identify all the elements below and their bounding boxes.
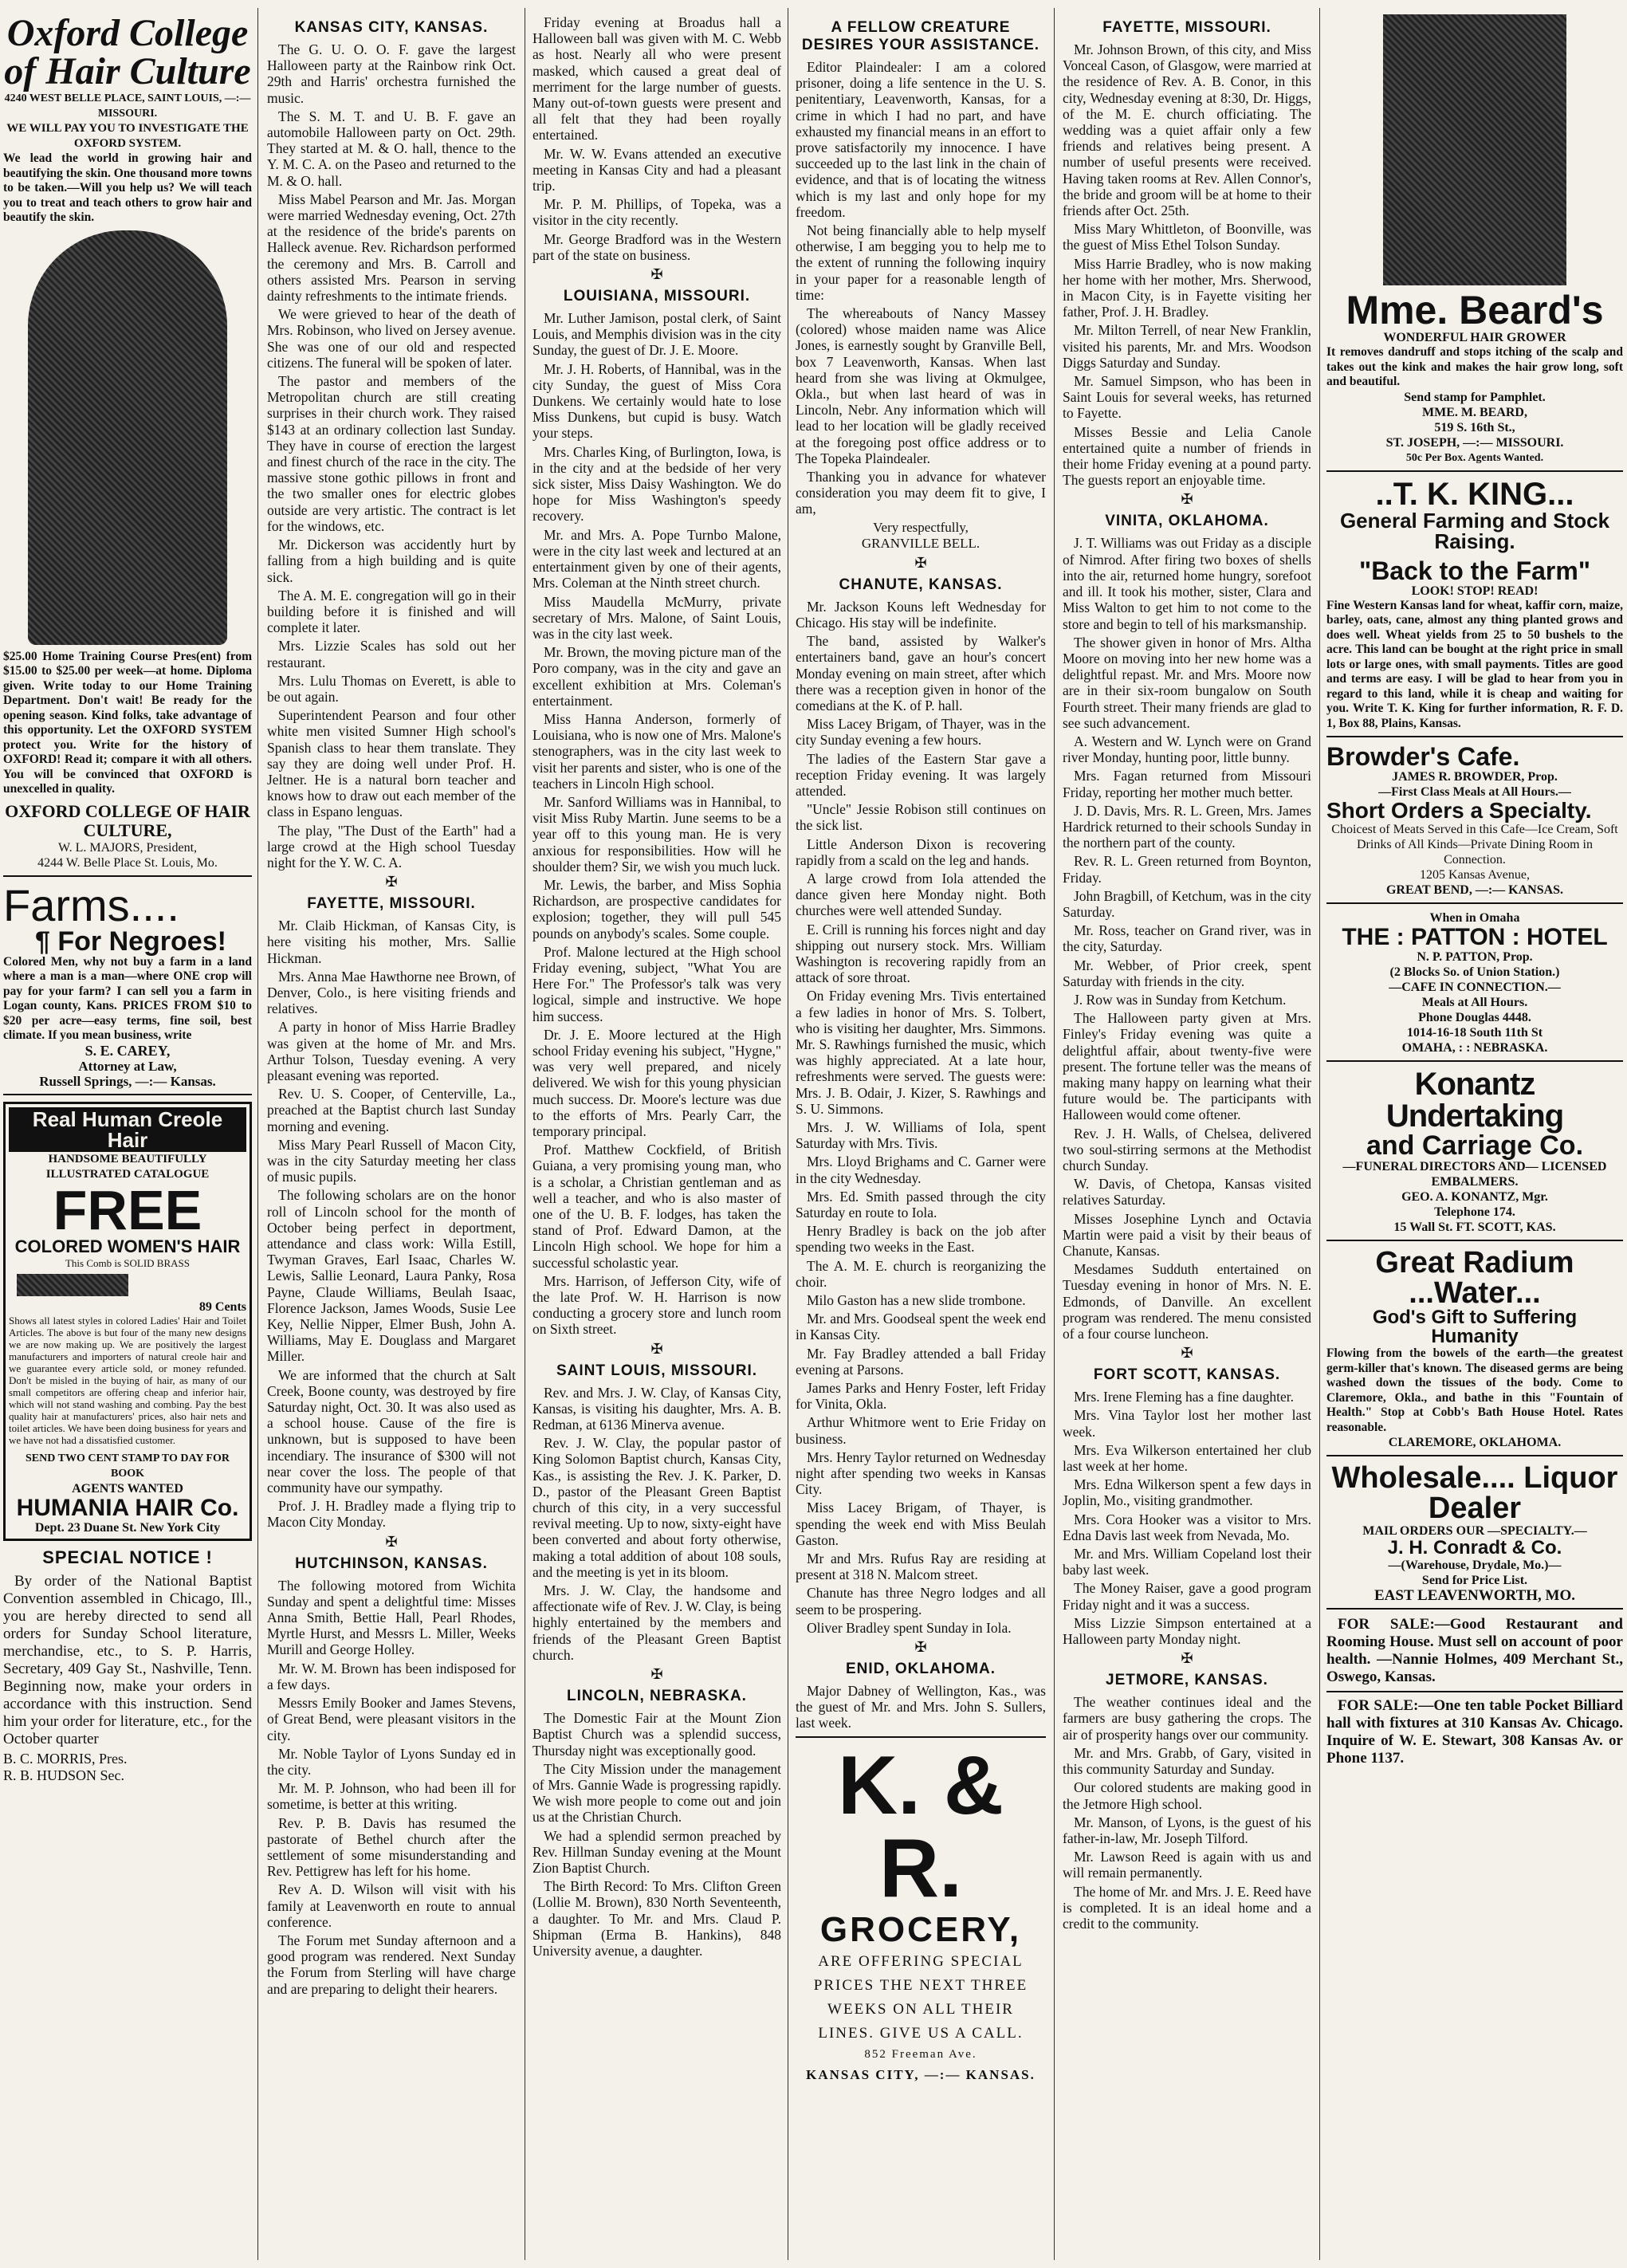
news-item: Miss Lacey Brigam, of Thayer, was in the city Sunday evening a few hours.	[796, 716, 1046, 749]
humania-colored: COLORED WOMEN'S HAIR	[14, 1236, 241, 1256]
woman-portrait-image	[28, 230, 227, 645]
column-3	[533, 14, 781, 2262]
farms-ad	[3, 879, 252, 1095]
beard-city: ST. JOSEPH, —:— MISSOURI.	[1385, 435, 1564, 450]
news-item: Miss Mary Pearl Russell of Macon City, was in the city Saturday meeting her class of music pupils.	[267, 1136, 516, 1185]
king-subtitle: General Farming and Stock Raising.	[1339, 508, 1610, 553]
radium-body: Flowing from the bowels of the earth—the greatest germ-killer that's known. The diseased germs are being washed down the tissues of the body. Come to Claremore, Okla., and bathe in this "Fountain of Health." Stop at Cobb's Bath House Hotel. Rates reasonable.	[1326, 1346, 1623, 1434]
classified-sale-1: FOR SALE:—Good Restaurant and Rooming House. Must sell on account of poor health. —Nannie Holmes, 409 Merchant St., Oswego, Kansas.	[1326, 1616, 1623, 1685]
classified-sale-2: FOR SALE:—One ten table Pocket Billiard hall with fixtures at 310 Kansas Av. Chicago. Inquire of W. E. Stewart, 308 Kansas Av. or Phone 1137.	[1326, 1697, 1623, 1767]
news-item: Miss Mary Whittleton, of Boonville, was the guest of Miss Ethel Tolson Sunday.	[1063, 221, 1311, 254]
oxford-college-name: OXFORD COLLEGE OF HAIR CULTURE,	[5, 800, 250, 840]
news-item: Miss Hanna Anderson, formerly of Louisiana, who is now one of Mrs. Malone's stenographers, was in the city last week to visit her parents and sister, who is one of the teachers in Lincoln High school.	[533, 710, 781, 792]
farms-body: Colored Men, why not buy a farm in a land where a man is a man—where ONE crop will pay for your farm? I can sell you a farm in Logan county, Kans. PRICES FROM $10 to $20 per acre—easy terms, fine soil, best climate. If you mean business, write	[3, 954, 252, 1042]
divider	[1326, 1691, 1623, 1692]
browder-ad	[1326, 744, 1623, 904]
news-item: The Forum met Sunday afternoon and a good program was rendered. Next Sunday the Forum from Sterling will have charge and are preparing to delight their hearers.	[267, 1932, 516, 1997]
liquor-owner: J. H. Conradt & Co.	[1387, 1537, 1562, 1559]
oxford-president: W. L. MAJORS, President,	[57, 840, 198, 855]
news-item: Friday evening at Broadus hall a Halloween ball was given with M. C. Webb as host. Nearly all who were present masked, which caused a great deal of merriment for the large number of guests. Many out-of-town guests were present and all felt that they had been royally entertained.	[533, 14, 781, 143]
heading-chanute: CHANUTE, KANSAS.	[839, 576, 1003, 593]
news-item: The play, "The Dust of the Earth" had a large crowd at the High school Tuesday night for the Y. W. C. A.	[267, 822, 516, 871]
oxford-address-2: 4244 W. Belle Place St. Louis, Mo.	[37, 855, 218, 870]
news-item: We were grieved to hear of the death of Mrs. Robinson, who lived on Jersey avenue. She was one of our old and respected citizens. The funeral will be spoken of later.	[267, 306, 516, 371]
column-5	[1063, 14, 1311, 2262]
news-item: Mr. and Mrs. Goodseal spent the week end in Kansas City.	[796, 1311, 1046, 1343]
humania-catalogue: HANDSOME BEAUTIFULLY ILLUSTRATED CATALOGUE	[45, 1152, 210, 1181]
news-item: E. Crill is running his forces night and day shipping out nursery stock. Mrs. William Washington is recovering rapidly from an attack of sore throat.	[796, 921, 1046, 986]
kr-grocery-ad	[796, 1739, 1046, 2087]
heading-fayette: FAYETTE, MISSOURI.	[307, 895, 476, 913]
news-item: Mr. Milton Terrell, of near New Franklin, visited his parents, Mr. and Mrs. Woodson Diggs Saturday and Sunday.	[1063, 322, 1311, 371]
kr-line: ARE OFFERING SPECIAL	[818, 1952, 1024, 1970]
humania-address: Dept. 23 Duane St. New York City	[34, 1520, 221, 1535]
comb-image	[17, 1274, 128, 1296]
patton-address: 1014-16-18 South 11th St	[1406, 1026, 1543, 1040]
beard-ad	[1326, 14, 1623, 472]
news-item: Mr and Mrs. Rufus Ray are residing at present at 318 N. Malcom street.	[796, 1551, 1046, 1583]
browder-address: 1205 Kansas Avenue,	[1420, 868, 1530, 882]
news-item: Mrs. Fagan returned from Missouri Friday, reporting her mother much better.	[1063, 768, 1311, 800]
kr-name: K. & R.	[838, 1739, 1004, 1915]
news-item: Major Dabney of Wellington, Kas., was the guest of Mr. and Mrs. John S. Sullers, last week.	[796, 1683, 1046, 1731]
kr-line: LINES. GIVE US A CALL.	[818, 2024, 1024, 2042]
patton-phone: Phone Douglas 4448.	[1418, 1011, 1531, 1024]
king-body: Fine Western Kansas land for wheat, kaffir corn, maize, barley, oats, cane, almost any thing planted grows and does well. Wheat yields from 25 to 50 bushels to the acre. This land can be bought at the right price in small lots or large ones, with small payments. Titles are good and terms are easy. I will be glad to hear from you in regard to this land, while it is cheap and waiting for you. Write T. K. King for further information, R. F. D. 1, Box 88, Plains, Kansas.	[1326, 598, 1623, 730]
konantz-funeral: —FUNERAL DIRECTORS AND— LICENSED EMBALMERS.	[1342, 1160, 1607, 1189]
news-item: Rev. R. L. Green returned from Boynton, Friday.	[1063, 853, 1311, 886]
column-1	[3, 14, 252, 2262]
heading-lincoln: LINCOLN, NEBRASKA.	[567, 1688, 747, 1705]
kr-address: 852 Freeman Ave.	[864, 2047, 977, 2061]
ornament-icon: ✠	[914, 554, 927, 571]
news-item: Mr. Lawson Reed is again with us and will remain permanently.	[1063, 1849, 1311, 1881]
news-item: Mrs. Charles King, of Burlington, Iowa, is in the city and at the bedside of her very sick sister, Miss Daisy Washington. We do hope for Miss Washington's speedy recovery.	[533, 443, 781, 525]
divider	[796, 1736, 1046, 1738]
humania-heading: Real Human Creole Hair	[9, 1107, 246, 1152]
news-item: "Uncle" Jessie Robison still continues on the sick list.	[796, 801, 1046, 834]
news-item: Prof. J. H. Bradley made a flying trip to Macon City Monday.	[267, 1498, 516, 1531]
notice-body: By order of the National Baptist Convention assembled in Chicago, Ill., you are hereby directed to send all orders for Sunday School literature, merchandise, etc., to S. P. Harris, Secretary, 409 Gay St., Nashville, Tenn. Beginning now, make your orders in accordance with this instruction. Send him your order for literature, etc., for the October quarter	[3, 1572, 252, 1747]
konantz-ad	[1326, 1068, 1623, 1241]
news-item: Mr. Johnson Brown, of this city, and Miss Vonceal Cason, of Glasgow, were married at the residence of Rev. A. B. Conor, in this city, Wednesday evening at 8:30, Dr. Higgs, of the M. E. church officiating. The wedding was a quiet affair only a few friends and relatives being present. A number of useful presents were received. Having taken rooms at Rev. Allen Connor's, the bride and groom will be at home to their friends after Oct. 25th.	[1063, 41, 1311, 219]
notice-title: SPECIAL NOTICE !	[42, 1547, 213, 1567]
radium-name: Great Radium ...Water...	[1375, 1246, 1574, 1310]
news-item: The A. M. E. church is reorganizing the choir.	[796, 1257, 1046, 1290]
news-item: The whereabouts of Nancy Massey (colored) whose maiden name was Alice Jones, is earnestly sought by Granville Bell, box 7 Leavenworth, Kansas. When last heard from she was living at Okmulgee, Okla., but when last heard of was in Lincoln, Nebr. Any information which will lead to her location will be gladly received at the foregoing post office address or to The Topeka Plaindealer.	[796, 305, 1046, 466]
konantz-subtitle: and Carriage Co.	[1366, 1130, 1584, 1161]
ornament-icon: ✠	[385, 1533, 398, 1550]
news-item: James Parks and Henry Foster, left Friday for Vinita, Okla.	[796, 1380, 1046, 1413]
ornament-icon: ✠	[650, 1340, 663, 1357]
news-item: The weather continues ideal and the farmers are busy gathering the crops. The air of prosperity hangs over our community.	[1063, 1694, 1311, 1743]
heading-vinita: VINITA, OKLAHOMA.	[1105, 513, 1269, 530]
konantz-manager: GEO. A. KONANTZ, Mgr.	[1401, 1190, 1548, 1204]
news-item: Mr. Webber, of Prior creek, spent Saturday with friends in the city.	[1063, 957, 1311, 989]
news-item: Miss Maudella McMurry, private secretary of Mrs. Malone, of Saint Louis, was in the city last week.	[533, 593, 781, 642]
news-item: Mrs. Anna Mae Hawthorne nee Brown, of Denver, Colo., is here visiting friends and relatives.	[267, 968, 516, 1017]
news-item: Mr. and Mrs. William Copeland lost their baby last week.	[1063, 1546, 1311, 1578]
heading-hutchinson: HUTCHINSON, KANSAS.	[295, 1555, 488, 1572]
konantz-telephone: Telephone 174.	[1434, 1205, 1515, 1219]
news-item: Our colored students are making good in the Jetmore High school.	[1063, 1779, 1311, 1812]
heading-louisiana: LOUISIANA, MISSOURI.	[563, 288, 751, 305]
news-item: Henry Bradley is back on the job after spending two weeks in the East.	[796, 1223, 1046, 1256]
humania-free: FREE	[53, 1178, 202, 1241]
news-item: Miss Lizzie Simpson entertained at a Halloween party Monday night.	[1063, 1614, 1311, 1648]
browder-short: Short Orders a Specialty.	[1326, 798, 1592, 823]
news-item: Mrs. Henry Taylor returned on Wednesday night after spending two weeks in Kansas City.	[796, 1448, 1046, 1498]
liquor-send: Send for Price List.	[1421, 1574, 1528, 1587]
news-item: The City Mission under the management of Mrs. Gannie Wade is progressing rapidly. We wish more people to come out and join us at the Christian Church.	[533, 1760, 781, 1826]
news-item: Editor Plaindealer: I am a colored prisoner, doing a life sentence in the U. S. penitentiary, Leavenworth, Kansas, for a crime in which I had no part, and have exhausted my financial means in an effort to prove satisfactorily my innocence. I have succeeded up to the last link in the chain of evidence, and that is of locating the witness which is my last and only hope for my freedom.	[796, 59, 1046, 220]
news-item: Mr. Manson, of Lyons, is the guest of his father-in-law, Mr. Joseph Tilford.	[1063, 1814, 1311, 1846]
ornament-icon: ✠	[1181, 491, 1193, 508]
news-item: Chanute has three Negro lodges and all seem to be prospering.	[796, 1585, 1046, 1617]
liquor-ad	[1326, 1463, 1623, 1610]
liquor-mail: MAIL ORDERS OUR —SPECIALTY.—	[1362, 1524, 1587, 1538]
news-item: Mr. M. P. Johnson, who had been ill for sometime, is better at this writing.	[267, 1780, 516, 1813]
column-4	[796, 14, 1046, 2262]
news-item: W. Davis, of Chetopa, Kansas visited relatives Saturday.	[1063, 1176, 1311, 1209]
notice-sign-1: B. C. MORRIS, Pres.	[3, 1750, 128, 1767]
news-item: Mrs. Harrison, of Jefferson City, wife of the late Prof. W. H. Harrison is now conducting a grocery store and lunch room on Sixth street.	[533, 1272, 781, 1338]
oxford-title-2: of Hair Culture	[4, 50, 251, 92]
news-item: Miss Lacey Brigam, of Thayer, is spending the week end with Miss Beulah Gaston.	[796, 1500, 1046, 1548]
heading-fellow-creature: A FELLOW CREATURE DESIRES YOUR ASSISTANCE.	[801, 19, 1040, 53]
news-item: Little Anderson Dixon is recovering rapidly from a scald on the leg and hands.	[796, 835, 1046, 868]
ornament-icon: ✠	[1181, 1650, 1193, 1667]
news-item: Thanking you in advance for whatever consideration you may deem fit to give, I am,	[796, 469, 1046, 517]
farms-place: Russell Springs, —:— Kansas.	[39, 1073, 216, 1089]
column-2	[267, 14, 516, 2262]
news-item: Mesdames Sudduth entertained on Tuesday evening in honor of Mrs. N. E. Edmonds, of Danville. An excellent program was rendered. The menu consisted of a four course luncheon.	[1063, 1261, 1311, 1342]
news-item: Mr. W. M. Brown has been indisposed for a few days.	[267, 1660, 516, 1692]
news-item: Mrs. J. W. Clay, the handsome and affectionate wife of Rev. J. W. Clay, is being highly entertained by the members and friends of the Pleasant Green Baptist church.	[533, 1582, 781, 1663]
patton-cafe: —CAFE IN CONNECTION.—	[1389, 981, 1561, 994]
ornament-icon: ✠	[385, 874, 398, 890]
news-item: Miss Mabel Pearson and Mr. Jas. Morgan were married Wednesday evening, Oct. 27th at the residence of the bride's parents on Halleck avenue. Rev. Richardson performed the ceremony and Mrs. B. Carroll and others assisted Mrs. Pearson in serving dainty refreshments to the intimate friends.	[267, 191, 516, 305]
column-6	[1326, 14, 1623, 2262]
browder-city: GREAT BEND, —:— KANSAS.	[1385, 883, 1564, 897]
notice-sign-2: R. B. HUDSON Sec.	[3, 1767, 125, 1783]
news-item: Rev A. D. Wilson will visit with his family at Leavenworth en route to annual conference.	[267, 1881, 516, 1930]
news-item: Misses Josephine Lynch and Octavia Martin were paid a visit by their beaus of Chanute, Kansas.	[1063, 1210, 1311, 1260]
letter-signature: GRANVILLE BELL.	[861, 535, 981, 551]
news-item: The Money Raiser, gave a good program Friday night and it was a success.	[1063, 1580, 1311, 1613]
news-item: Messrs Emily Booker and James Stevens, of Great Bend, were pleasant visitors in the city.	[267, 1695, 516, 1743]
ornament-icon: ✠	[1181, 1345, 1193, 1362]
radium-subtitle: God's Gift to Suffering Humanity	[1372, 1307, 1578, 1347]
news-item: Rev. J. W. Clay, the popular pastor of King Solomon Baptist church, Kansas City, Kas., is assisting the Rev. J. K. Parker, D. D., pastor of the Pleasant Green Baptist church of this city, in a very successful revival meeting. Up to now, sixty-eight have been converted and about forty otherwise, making a total addition of about 108 souls, and the meeting is yet in its bloom.	[533, 1435, 781, 1580]
news-item: J. D. Davis, Mrs. R. L. Green, Mrs. James Hardrick returned to their schools Sunday in the northern part of the county.	[1063, 802, 1311, 851]
column-rule	[257, 8, 258, 2260]
radium-city: CLAREMORE, OKLAHOMA.	[1388, 1436, 1562, 1449]
beard-stamp: Send stamp for Pamphlet.	[1404, 390, 1546, 404]
news-item: Prof. Matthew Cockfield, of British Guiana, a very promising young man, who is a scholar, a Christian gentleman and as well a teacher, and who is also master of one of the U. B. F. lodges, has taken the stand of Prof. Edward Damon, at the Lincoln High school. We hope for him a successful scholastic year.	[533, 1142, 781, 1271]
news-item: The home of Mr. and Mrs. J. E. Reed have is completed. It is an ideal home and a credit to the community.	[1063, 1883, 1311, 1932]
king-name: ..T. K. KING...	[1375, 476, 1574, 512]
farms-attorney: Attorney at Law,	[78, 1058, 177, 1074]
news-item: Arthur Whitmore went to Erie Friday on business.	[796, 1414, 1046, 1447]
news-item: Prof. Malone lectured at the High school Friday evening, subject, "What You are Here For." The Professor's talk was very logical, simple and instructive. We hope him success.	[533, 943, 781, 1024]
news-item: We had a splendid sermon preached by Rev. Hillman Sunday evening at the Mount Zion Baptist Church.	[533, 1827, 781, 1876]
news-item: John Bragbill, of Ketchum, was in the city Saturday.	[1063, 887, 1311, 920]
browder-first: —First Class Meals at All Hours.—	[1378, 785, 1571, 799]
humania-ad	[3, 1102, 252, 1541]
news-item: On Friday evening Mrs. Tivis entertained a few ladies in honor of Mrs. S. Tolbert, who is visiting her daughter, Mrs. Simmons. Mr. S. Rawhings furnished the music, which was highly appreciated. At a late hour, refreshments were served. The guests were: Mrs. J. B. Odair, J. Kizer, S. Rawhings and S. U. Simmons.	[796, 988, 1046, 1117]
news-item: A large crowd from Iola attended the dance given here Monday night. Both churches were well attended Sunday.	[796, 870, 1046, 919]
news-item: A. Western and W. Lynch were on Grand river Monday, hunting poor, little bunny.	[1063, 733, 1311, 766]
news-item: Mr. Ross, teacher on Grand river, was in the city, Saturday.	[1063, 922, 1311, 955]
patton-meals: Meals at All Hours.	[1421, 996, 1528, 1009]
ornament-icon: ✠	[914, 1639, 927, 1656]
news-item: Mr. Dickerson was accidently hurt by falling from a high building and is quite sick.	[267, 537, 516, 585]
browder-name: Browder's Cafe.	[1326, 742, 1520, 771]
news-item: The ladies of the Eastern Star gave a reception Friday evening. It was largely attended.	[796, 750, 1046, 799]
special-notice	[3, 1547, 252, 1784]
news-item: Rev. P. B. Davis has resumed the pastorate of Bethel church after the settlement of some misunderstanding and Rev. Pettigrew has left for his home.	[267, 1814, 516, 1880]
heading-enid: ENID, OKLAHOMA.	[845, 1661, 996, 1678]
patton-name: THE : PATTON : HOTEL	[1342, 924, 1608, 950]
humania-price: 89 Cents	[198, 1299, 246, 1314]
column-rule	[1319, 8, 1320, 2260]
news-item: Mr. Fay Bradley attended a ball Friday evening at Parsons.	[796, 1345, 1046, 1378]
news-item: Mr. George Bradford was in the Western part of the state on business.	[533, 230, 781, 263]
news-item: Mr. P. M. Phillips, of Topeka, was a visitor in the city recently.	[533, 196, 781, 229]
farms-name: S. E. CAREY,	[84, 1042, 171, 1059]
patton-when: When in Omaha	[1429, 911, 1520, 925]
liquor-warehouse: —(Warehouse, Drydale, Mo.)—	[1388, 1559, 1562, 1572]
farms-title: Farms....	[3, 879, 179, 930]
patton-blocks: (2 Blocks So. of Union Station.)	[1389, 965, 1560, 979]
news-item: Misses Bessie and Lelia Canole entertained quite a number of friends in their home Friday evening at a pound party. The guests report an enjoyable time.	[1063, 423, 1311, 489]
patton-city: OMAHA, : : NEBRASKA.	[1401, 1041, 1548, 1055]
king-look: LOOK! STOP! READ!	[1411, 584, 1539, 598]
news-item: Rev. J. H. Walls, of Chelsea, delivered two soul-stirring sermons at the Methodist church Sunday.	[1063, 1125, 1311, 1173]
news-item: The G. U. O. O. F. gave the largest Halloween party at the Rainbow rink Oct. 29th and Harris' orchestra furnished the music.	[267, 41, 516, 106]
news-item: The A. M. E. congregation will go in their building before it is finished and will complete it later.	[267, 587, 516, 636]
news-item: Mr. J. H. Roberts, of Hannibal, was in the city Sunday, the guest of Miss Cora Dunkens. We certainly would hate to lose Miss Dunkens, but cupid is busy. Watch your steps.	[533, 360, 781, 442]
kr-grocery: GROCERY,	[819, 1909, 1022, 1949]
news-item: Rev. and Mrs. J. W. Clay, of Kansas City, Kansas, is visiting his daughter, Mrs. A. B. Redman, at 6136 Minerva avenue.	[533, 1384, 781, 1433]
oxford-pay: WE WILL PAY YOU TO INVESTIGATE THE OXFORD SYSTEM.	[6, 122, 249, 150]
news-item: Mrs. Irene Fleming has a fine daughter.	[1074, 1389, 1295, 1405]
farms-subtitle: ¶ For Negroes!	[35, 926, 226, 957]
news-item: We are informed that the church at Salt Creek, Boone county, was destroyed by fire Saturday night, Oct. 30. It was also used as a school house. Cause of the fire is unknown, but is supposed to have been incendiary. The insurance of $300 will not near cover the loss. The people of that community have our sympathy.	[267, 1366, 516, 1496]
news-item: Mrs. Lloyd Brighams and C. Garner were in the city Wednesday.	[796, 1154, 1046, 1186]
liquor-name: Wholesale.... Liquor Dealer	[1331, 1461, 1618, 1525]
oxford-title: Oxford College	[6, 14, 249, 54]
news-item: Mrs. J. W. Williams of Iola, spent Saturday with Mrs. Tivis.	[796, 1118, 1046, 1152]
news-item: Mrs. Edna Wilkerson spent a few days in Joplin, Mo., visiting grandmother.	[1063, 1476, 1311, 1509]
liquor-city: EAST LEAVENWORTH, MO.	[1374, 1587, 1576, 1604]
oxford-ad	[3, 14, 252, 877]
letter-sign-off: Very respectfully,	[873, 519, 969, 535]
news-item: Mrs. Ed. Smith passed through the city Saturday en route to Iola.	[796, 1188, 1046, 1220]
king-ad	[1326, 478, 1623, 738]
konantz-address: 15 Wall St. FT. SCOTT, KAS.	[1393, 1220, 1556, 1234]
news-item: Mrs. Lulu Thomas on Everett, is able to be out again.	[267, 672, 516, 705]
heading-fort-scott: FORT SCOTT, KANSAS.	[1093, 1366, 1281, 1384]
column-rule	[1054, 8, 1055, 2260]
humania-agents: AGENTS WANTED	[72, 1481, 183, 1496]
heading-saint-louis: SAINT LOUIS, MISSOURI.	[556, 1362, 758, 1379]
news-item: Not being financially able to help myself otherwise, I am begging you to help me to the extent of running the following inquiry in your paper for a reasonable length of time:	[796, 222, 1046, 303]
ornament-icon: ✠	[650, 266, 663, 283]
news-item: Superintendent Pearson and four other white men visited Sumner High school's Spanish class to hear them translate. They say they are doing well under Prof. H. Jeltner. He is a natural born teacher and knows how to draw out each member of the class in Espano lenguas.	[267, 707, 516, 820]
beard-name: Mme. Beard's	[1346, 288, 1604, 332]
heading-jetmore: JETMORE, KANSAS.	[1106, 1672, 1268, 1689]
news-item: Oliver Bradley spent Sunday in Iola.	[807, 1619, 1012, 1636]
humania-send: SEND TWO CENT STAMP TO DAY FOR BOOK	[26, 1452, 230, 1480]
oxford-address: 4240 WEST BELLE PLACE, SAINT LOUIS, —:— MISSOURI.	[4, 92, 251, 120]
humania-comb: This Comb is SOLID BRASS	[65, 1256, 191, 1269]
beard-subtitle: WONDERFUL HAIR GROWER	[1383, 331, 1566, 344]
kr-line: WEEKS ON ALL THEIR	[827, 2000, 1014, 2018]
konantz-name: Konantz Undertaking	[1385, 1067, 1564, 1134]
news-item: The following motored from Wichita Sunday and spent a delightful time: Misses Anna Smith, Bettie Hall, Pearl Rhodes, Myrtle Hurst, and Messrs L. Miller, Weeks Murill and George Holley.	[267, 1577, 516, 1658]
news-item: The following scholars are on the honor roll of Lincoln school for the month of October being perfect in deportment, attendance and class work: Willa Estill, Twyman Graves, Earl Isaac, Charles W. Lewis, Sallie Leonard, Laura Panky, Rosa Payne, Claude Williams, Beulah Isaac, Florence Jackson, James Woods, Susie Lee Key, Nellie Nipper, Elmer Bush, John A. Williams, May E. Douglass and Margaret Miller.	[267, 1187, 516, 1365]
news-item: Mr. Claib Hickman, of Kansas City, is here visiting his mother, Mrs. Sallie Hickman.	[267, 918, 516, 966]
news-item: A party in honor of Miss Harrie Bradley was given at the home of Mr. and Mrs. Arthur Tolson, Tuesday evening. A very pleasant evening was reported.	[267, 1019, 516, 1083]
news-item: The Halloween party given at Mrs. Finley's Friday evening was quite a delightful affair, about twenty-five were present. The fortune teller was the means of making many happy on learning what their future would be. The participants with Halloween would come oftener.	[1063, 1010, 1311, 1123]
news-item: The S. M. T. and U. B. F. gave an automobile Halloween party on Oct. 29th. They started at M. & O. hall, thence to the Y. M. C. A. on the Paseo and returned to the M. & O. hall.	[267, 108, 516, 189]
news-item: Dr. J. E. Moore lectured at the High school Friday evening his subject, "Hygne," was very well prepared, and nicely delivered. We wish for this young physician much success. Dr. Moore's lecture was due to the efforts of Mrs. Pearly Carr, the temporary principal.	[533, 1026, 781, 1139]
humania-name: HUMANIA HAIR Co.	[16, 1494, 239, 1521]
news-item: The shower given in honor of Mrs. Altha Moore on moving into her new home was a delightful repast. Mr. and Mrs. Moore now are in their six-room bungalow on South Fourth street. Their many friends are glad to see such advancement.	[1063, 634, 1311, 731]
news-item: Mr. Samuel Simpson, who has been in Saint Louis for several weeks, has returned to Fayette.	[1063, 373, 1311, 422]
news-item: Rev. U. S. Cooper, of Centerville, La., preached at the Baptist church last Sunday morning and evening.	[267, 1086, 516, 1134]
news-item: Mr. Noble Taylor of Lyons Sunday ed in the city.	[267, 1745, 516, 1778]
humania-body: Shows all latest styles in colored Ladies' Hair and Toilet Articles. The above is but four of the many new designs we are now making up. We are positively the largest manufacturers and importers of natural creole hair and we guarantee every article sold, or money refunded. Don't be misled in the buying of hair, as many of our small competitors are offering cheap and inferior hair, which will not stand washing and combing. Pay the best quality hair at manufacturers' prices, also hair nets and toilet articles. We have been doing business for years and we have not had a dissatisfied customer.	[9, 1314, 246, 1446]
browder-prop: JAMES R. BROWDER, Prop.	[1392, 770, 1558, 784]
kr-line: PRICES THE NEXT THREE	[813, 1976, 1028, 1994]
oxford-body: We lead the world in growing hair and beautifying the skin. One thousand more towns to be taken.—Will you help us? We will teach you to treat and teach others to grow hair and beautify the skin.	[3, 151, 252, 224]
ornament-icon: ✠	[650, 1666, 663, 1683]
patton-ad	[1326, 910, 1623, 1062]
news-item: Mrs. Lizzie Scales has sold out her restaurant.	[267, 638, 516, 670]
oxford-course: $25.00 Home Training Course Pres(ent) from $15.00 to $25.00 per week—at home. Diploma given. Write today to our Home Training Department. Don't wait! Be ready for the opening season. Kind folks, take advantage of this opportunity. Let the OXFORD SYSTEM protect you. Write for the history of OXFORD! Read it; compare it with all others. You will be convinced that OXFORD is unexcelled in quality.	[3, 649, 252, 796]
news-item: The Birth Record: To Mrs. Clifton Green (Lollie M. Brown), 830 North Seventeenth, a daughter. To Mr. and Mrs. Claud P. Shipman (Erma B. Hankins), 848 University avenue, a daughter.	[533, 1878, 781, 1959]
news-item: J. Row was in Sunday from Ketchum.	[1074, 991, 1287, 1008]
heading-kansas-city: KANSAS CITY, KANSAS.	[294, 19, 489, 36]
mme-beard-portrait-image	[1383, 14, 1566, 285]
news-item: Mr. Lewis, the barber, and Miss Sophia Richardson, are prospective candidates for explosion; together, they will pull 545 pounds on anybody's scales. Some couple.	[533, 876, 781, 941]
beard-price: 50c Per Box. Agents Wanted.	[1405, 451, 1544, 464]
radium-ad	[1326, 1248, 1623, 1456]
patton-prop: N. P. PATTON, Prop.	[1417, 950, 1533, 964]
news-item: Mrs. Vina Taylor lost her mother last week.	[1063, 1407, 1311, 1440]
news-item: Mr. Brown, the moving picture man of the Poro company, was in the city and gave an excellent exhibition at Mrs. Coleman's entertainment.	[533, 644, 781, 709]
news-item: Mr. Sanford Williams was in Hannibal, to visit Miss Ruby Martin. June seems to be a year off to this young man. He is very anxious for responsibilities. How will he shoulder them? Sir, we wish you much luck.	[533, 793, 781, 875]
news-item: Mr. and Mrs. Grabb, of Gary, visited in this community Saturday and Sunday.	[1063, 1744, 1311, 1778]
heading-fayette-2: FAYETTE, MISSOURI.	[1102, 19, 1271, 36]
news-item: Milo Gaston has a new slide trombone.	[807, 1292, 1026, 1309]
news-item: The pastor and members of the Metropolitan church are still creating surprises in their church work. They raised $143 at an ordinary collection last Sunday. They have in course of erection the largest and finest church of the race in the city. The massive stone gothic pillows in front and the two smaller ones for electric globes outside are very artistic. The contract is let for the windows, etc.	[267, 373, 516, 534]
beard-body: It removes dandruff and stops itching of the scalp and takes out the kink and makes the hair grow long, soft and beautiful.	[1326, 345, 1623, 388]
king-back-to-farm: "Back to the Farm"	[1359, 556, 1590, 585]
news-item: Mrs. Eva Wilkerson entertained her club last week at her home.	[1063, 1441, 1311, 1475]
news-item: J. T. Williams was out Friday as a disciple of Nimrod. After firing two boxes of shells into the air, returned home hungry, sorefoot and ill. It took his mother, sister, Clara and Miss Walton to get him to not come to the store and begin to tell of his marksmanship.	[1063, 535, 1311, 632]
news-item: Mrs. Cora Hooker was a visitor to Mrs. Edna Davis last week from Nevada, Mo.	[1063, 1511, 1311, 1543]
news-item: The band, assisted by Walker's entertainers band, gave an hour's concert Monday evening on main street, after which there was a reception given in honor of the comedians at the K. of P. hall.	[796, 633, 1046, 713]
news-item: Mr. and Mrs. A. Pope Turnbo Malone, were in the city last week and lectured at an entertainment given by one of their agents, Mrs. Coleman at the Ninth street church.	[533, 526, 781, 592]
kr-city: KANSAS CITY, —:— KANSAS.	[806, 2066, 1036, 2082]
news-item: Mr. W. W. Evans attended an executive meeting in Kansas City and had a pleasant trip.	[533, 145, 781, 195]
news-item: Mr. Jackson Kouns left Wednesday for Chicago. His stay will be indefinite.	[796, 598, 1046, 631]
browder-body: Choicest of Meats Served in this Cafe—Ice Cream, Soft Drinks of All Kinds—Private Dining Room in Connection.	[1331, 823, 1618, 867]
news-item: The Domestic Fair at the Mount Zion Baptist Church was a splendid success, Thursday night was exceptionally good.	[533, 1710, 781, 1759]
beard-mme: MME. M. BEARD,	[1422, 405, 1527, 419]
beard-address: 519 S. 16th St.,	[1434, 420, 1515, 434]
news-item: Mr. Luther Jamison, postal clerk, of Saint Louis, and Memphis division was in the city Sunday, the guest of Dr. J. E. Moore.	[533, 310, 781, 359]
news-item: Miss Harrie Bradley, who is now making her home with her mother, Mrs. Sherwood, in Macon City, is in Fayette visiting her father, Prof. J. H. Bradley.	[1063, 255, 1311, 320]
